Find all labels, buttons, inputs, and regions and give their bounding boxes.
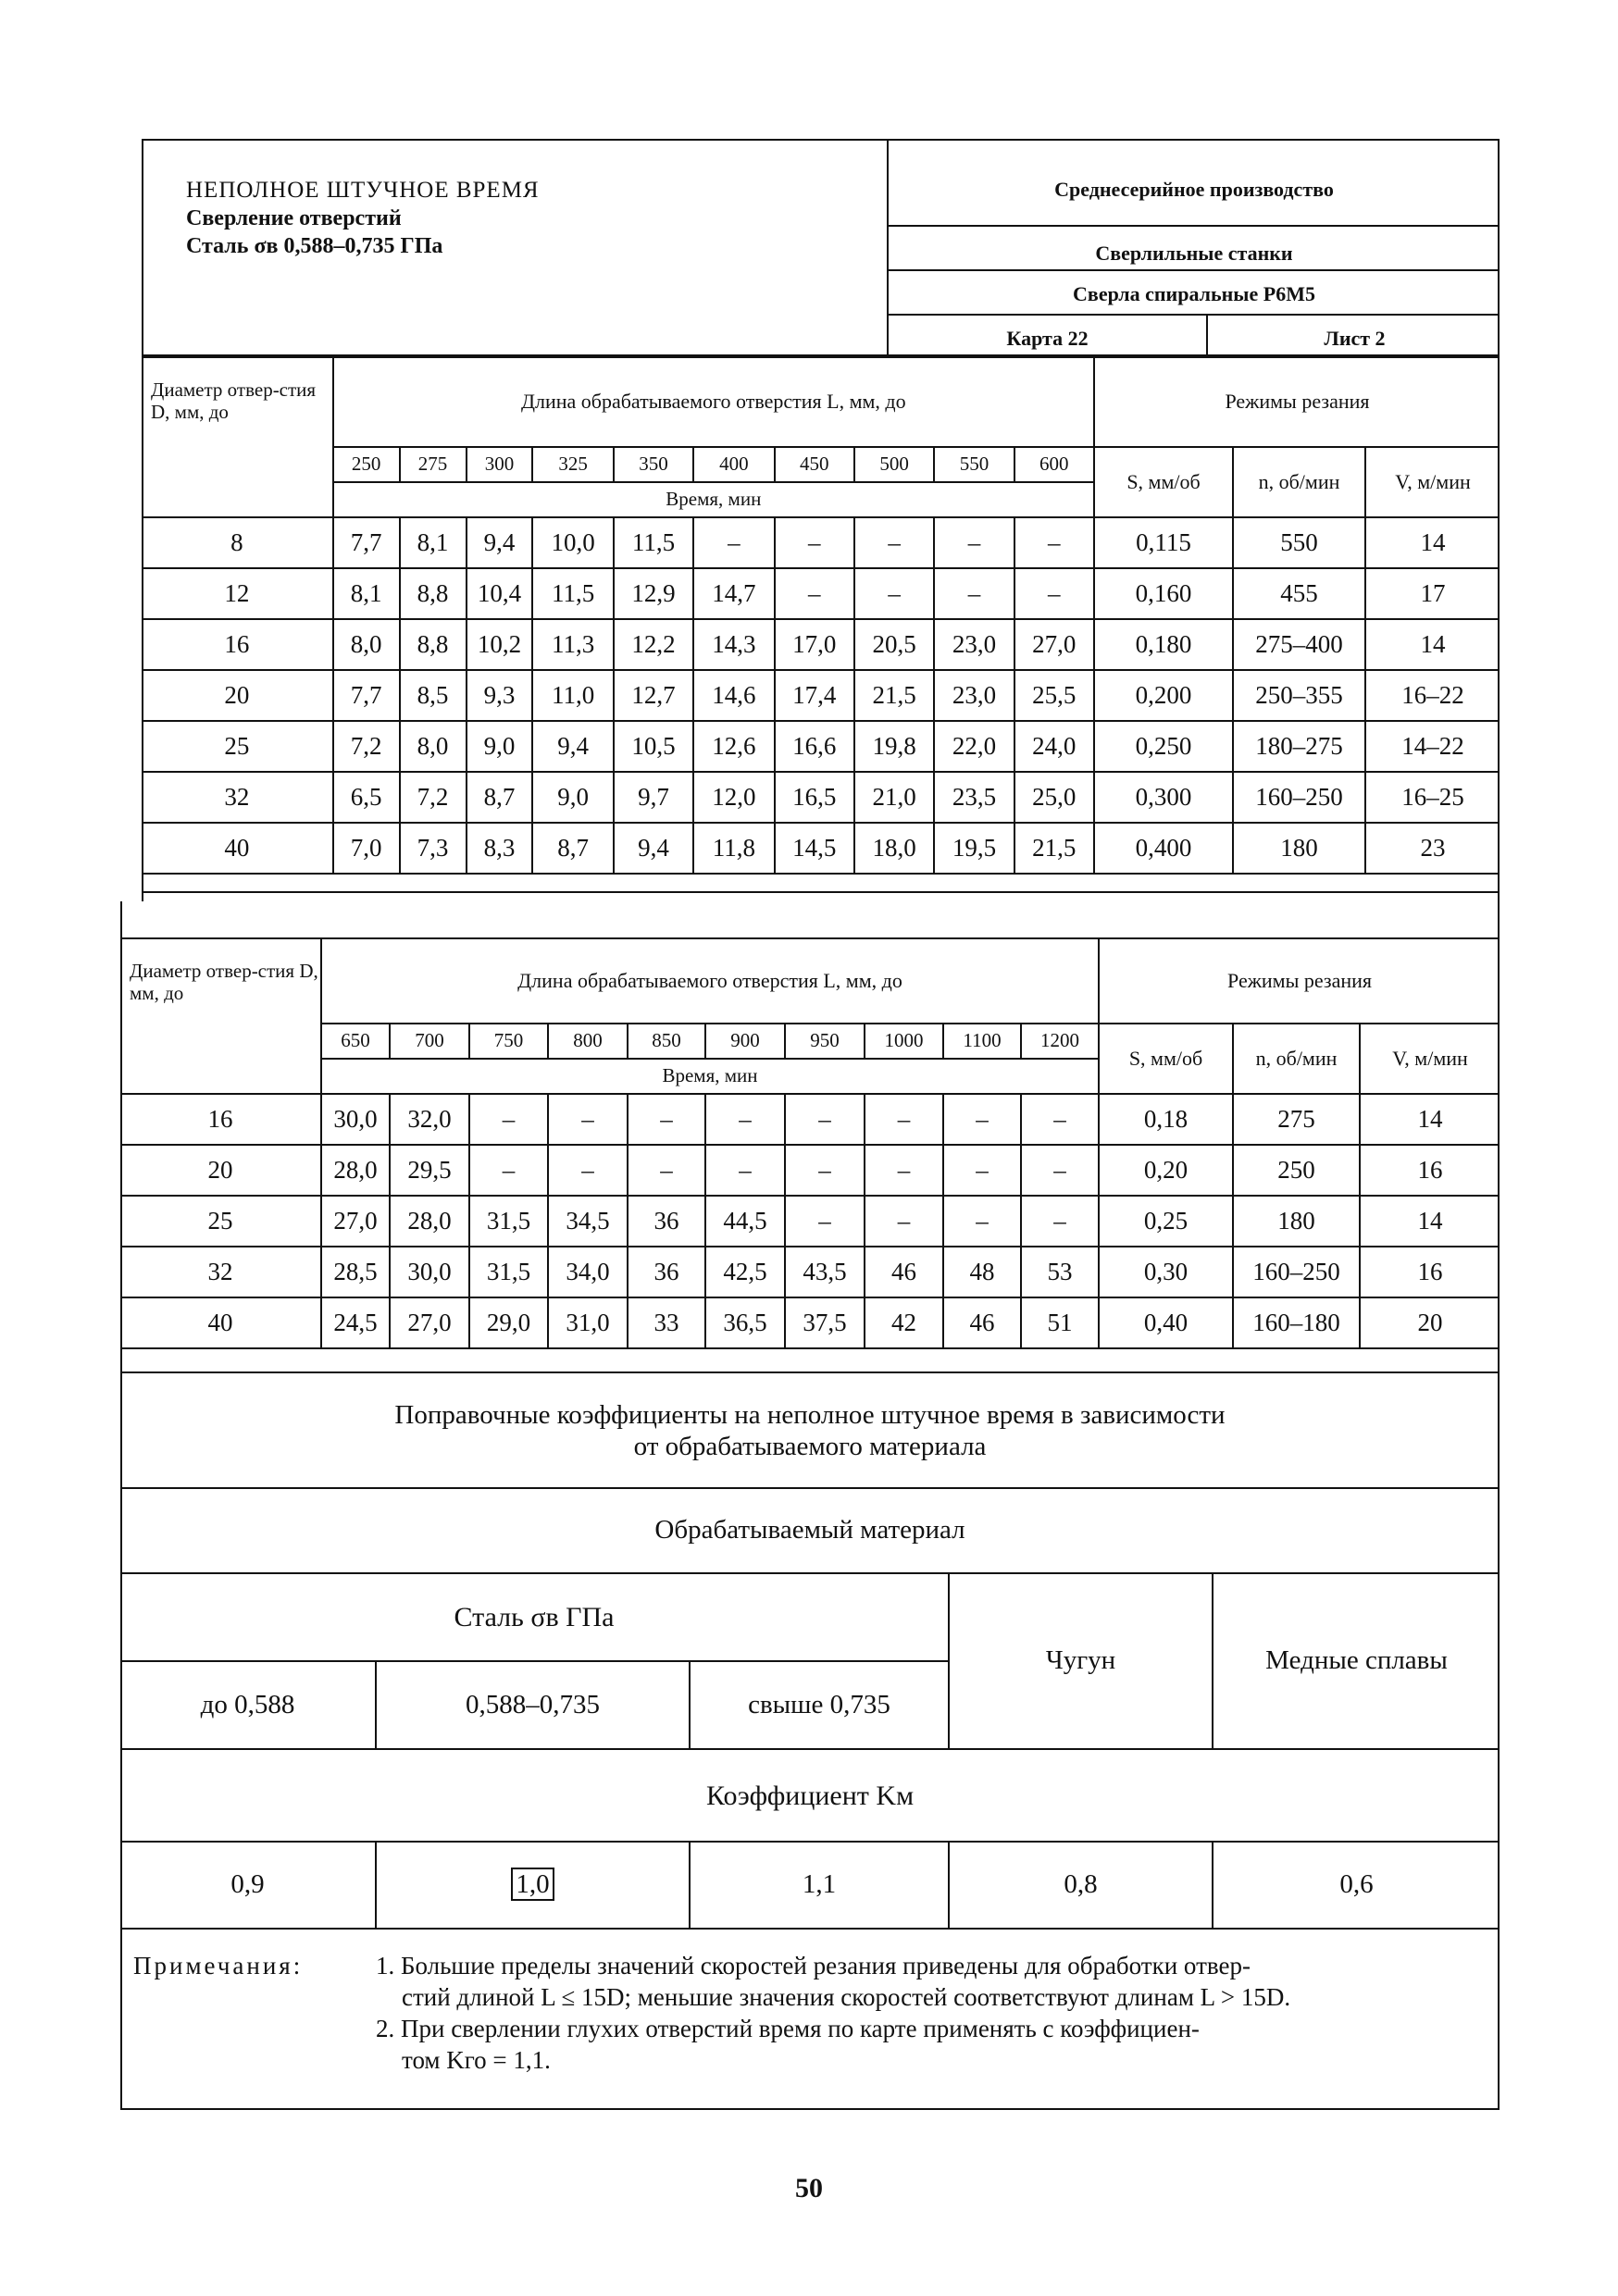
feed-cell: 0,300 <box>1094 772 1233 823</box>
diameter-cell: 25 <box>142 721 333 772</box>
diameter-cell: 20 <box>142 670 333 721</box>
time-cell: – <box>628 1094 705 1145</box>
time-cell: 7,7 <box>333 517 400 568</box>
velocity-cell: 14–22 <box>1365 721 1500 772</box>
time-cell: 9,4 <box>467 517 533 568</box>
notes-label: Примечания: <box>133 1952 304 1980</box>
time-cell: – <box>943 1145 1021 1196</box>
feed-cell: 0,400 <box>1094 823 1233 874</box>
velocity-cell: 20 <box>1360 1297 1500 1348</box>
velocity-cell: 16 <box>1360 1247 1500 1297</box>
time-cell: – <box>469 1145 548 1196</box>
table-row <box>142 772 1500 823</box>
mode-col-header: n, об/мин <box>1233 1024 1360 1094</box>
time-cell: 27,0 <box>1014 619 1094 670</box>
time-cell: 7,7 <box>333 670 400 721</box>
table-row <box>120 1145 1500 1196</box>
coef-title <box>120 1371 1500 1487</box>
time-cell: 24,0 <box>1014 721 1094 772</box>
time-cell: 42,5 <box>705 1247 785 1297</box>
steel-col-3: свыше 0,735 <box>690 1661 949 1749</box>
steel-col-2: 0,588–0,735 <box>376 1661 690 1749</box>
time-cell: 17,0 <box>775 619 854 670</box>
coef-title-line1: Поправочные коэффициенты на неполное штучное время в зависимости <box>394 1400 1226 1430</box>
mode-col-header: S, мм/об <box>1094 447 1233 517</box>
header-tools: Сверла спиральные Р6М5 <box>889 271 1500 316</box>
time-cell: 12,7 <box>614 670 693 721</box>
coef-value: 1,1 <box>690 1842 949 1929</box>
time-header: Время, мин <box>333 482 1094 517</box>
time-cell: 14,3 <box>693 619 774 670</box>
speed-rpm-cell: 160–250 <box>1233 772 1365 823</box>
time-cell: – <box>785 1094 865 1145</box>
time-cell: 7,2 <box>333 721 400 772</box>
length-col-header: 900 <box>705 1024 785 1059</box>
table-row <box>142 517 1500 568</box>
speed-rpm-cell: 250 <box>1233 1145 1360 1196</box>
table-row <box>142 619 1500 670</box>
time-cell: 11,3 <box>532 619 613 670</box>
length-col-header: 500 <box>854 447 934 482</box>
time-cell: – <box>943 1094 1021 1145</box>
length-col-header: 850 <box>628 1024 705 1059</box>
time-cell: 17,4 <box>775 670 854 721</box>
frame-bottom <box>120 2108 1500 2110</box>
time-cell: – <box>865 1094 943 1145</box>
length-col-header: 600 <box>1014 447 1094 482</box>
time-header: Время, мин <box>321 1059 1099 1094</box>
modes-header: Режимы резания <box>1099 938 1500 1024</box>
time-cell: 12,6 <box>693 721 774 772</box>
feed-cell: 0,180 <box>1094 619 1233 670</box>
feed-cell: 0,40 <box>1099 1297 1233 1348</box>
steel-header: Сталь σв ГПа <box>120 1573 949 1661</box>
time-cell: 8,1 <box>333 568 400 619</box>
length-col-header: 750 <box>469 1024 548 1059</box>
coef-value: 0,6 <box>1213 1842 1500 1929</box>
diameter-cell: 32 <box>120 1247 321 1297</box>
time-cell: – <box>1014 517 1094 568</box>
feed-cell: 0,20 <box>1099 1145 1233 1196</box>
time-cell: 23,0 <box>934 670 1014 721</box>
time-cell: 14,5 <box>775 823 854 874</box>
speed-rpm-cell: 180 <box>1233 823 1365 874</box>
time-cell: 22,0 <box>934 721 1014 772</box>
feed-cell: 0,115 <box>1094 517 1233 568</box>
time-cell: 9,4 <box>614 823 693 874</box>
length-col-header: 700 <box>390 1024 469 1059</box>
diameter-cell: 16 <box>120 1094 321 1145</box>
velocity-cell: 17 <box>1365 568 1500 619</box>
time-cell: – <box>705 1145 785 1196</box>
length-col-header: 1100 <box>943 1024 1021 1059</box>
time-cell: 28,5 <box>321 1247 390 1297</box>
time-cell: – <box>854 517 934 568</box>
mode-col-header: S, мм/об <box>1099 1024 1233 1094</box>
time-cell: 24,5 <box>321 1297 390 1348</box>
time-cell: 36 <box>628 1196 705 1247</box>
diameter-cell: 40 <box>142 823 333 874</box>
note-2-line-1: 2. При сверлении глухих отверстий время по карте применять с коэффициен- <box>376 2015 1200 2042</box>
time-cell: 21,0 <box>854 772 934 823</box>
coefficient-table <box>120 1487 1500 1930</box>
material-header: Обрабатываемый материал <box>120 1488 1500 1573</box>
diameter-cell: 12 <box>142 568 333 619</box>
length-header: Длина обрабатываемого отверстия L, мм, до <box>321 938 1099 1024</box>
time-cell: 31,5 <box>469 1196 548 1247</box>
time-cell: 12,9 <box>614 568 693 619</box>
velocity-cell: 16 <box>1360 1145 1500 1196</box>
time-cell: – <box>943 1196 1021 1247</box>
time-cell: 21,5 <box>1014 823 1094 874</box>
time-cell: 11,5 <box>532 568 613 619</box>
time-cell: 7,3 <box>400 823 467 874</box>
notes <box>133 1951 1485 2104</box>
velocity-cell: 14 <box>1360 1196 1500 1247</box>
time-cell: 23,0 <box>934 619 1014 670</box>
diameter-cell: 20 <box>120 1145 321 1196</box>
time-cell: – <box>693 517 774 568</box>
speed-rpm-cell: 180 <box>1233 1196 1360 1247</box>
time-cell: 8,1 <box>400 517 467 568</box>
time-cell: 23,5 <box>934 772 1014 823</box>
time-cell: 34,5 <box>548 1196 628 1247</box>
time-cell: 46 <box>943 1297 1021 1348</box>
time-table-2 <box>120 937 1500 1349</box>
time-cell: 11,8 <box>693 823 774 874</box>
note-1-line-1: 1. Большие пределы значений скоростей резания приведены для обработки отвер- <box>376 1952 1251 1980</box>
header-machines: Сверлильные станки <box>889 227 1500 271</box>
time-cell: 33 <box>628 1297 705 1348</box>
diameter-cell: 25 <box>120 1196 321 1247</box>
speed-rpm-cell: 180–275 <box>1233 721 1365 772</box>
time-cell: 9,0 <box>532 772 613 823</box>
diameter-cell: 40 <box>120 1297 321 1348</box>
header-title-box <box>142 139 889 356</box>
velocity-cell: 14 <box>1365 517 1500 568</box>
time-cell: 51 <box>1021 1297 1099 1348</box>
diameter-cell: 32 <box>142 772 333 823</box>
time-cell: 29,0 <box>469 1297 548 1348</box>
time-cell: – <box>934 568 1014 619</box>
table-gap <box>142 891 1500 937</box>
time-cell: – <box>934 517 1014 568</box>
time-cell: – <box>1014 568 1094 619</box>
table-row <box>120 1297 1500 1348</box>
time-table-1 <box>142 356 1500 875</box>
mode-col-header: V, м/мин <box>1360 1024 1500 1094</box>
time-cell: 29,5 <box>390 1145 469 1196</box>
header-production: Среднесерийное производство <box>889 139 1500 227</box>
time-cell: – <box>1021 1094 1099 1145</box>
time-cell: – <box>865 1196 943 1247</box>
time-cell: 48 <box>943 1247 1021 1297</box>
diameter-header: Диаметр отвер-стия D, мм, до <box>120 938 321 1094</box>
copper-header: Медные сплавы <box>1213 1573 1500 1749</box>
length-col-header: 550 <box>934 447 1014 482</box>
time-cell: 14,6 <box>693 670 774 721</box>
time-cell: – <box>469 1094 548 1145</box>
time-cell: 8,3 <box>467 823 533 874</box>
table-row <box>142 568 1500 619</box>
time-cell: 9,4 <box>532 721 613 772</box>
table-row <box>120 1094 1500 1145</box>
table-row <box>120 1247 1500 1297</box>
time-cell: 30,0 <box>390 1247 469 1297</box>
time-cell: – <box>865 1145 943 1196</box>
header-material: Сталь σв 0,588–0,735 ГПа <box>186 234 443 259</box>
coef-value: 0,8 <box>949 1842 1213 1929</box>
time-cell: 14,7 <box>693 568 774 619</box>
speed-rpm-cell: 160–250 <box>1233 1247 1360 1297</box>
time-cell: 36 <box>628 1247 705 1297</box>
length-col-header: 450 <box>775 447 854 482</box>
speed-rpm-cell: 455 <box>1233 568 1365 619</box>
length-col-header: 400 <box>693 447 774 482</box>
speed-rpm-cell: 275 <box>1233 1094 1360 1145</box>
coef-value-base: 1,0 <box>511 1868 554 1901</box>
coef-km-header: Коэффициент Kм <box>120 1749 1500 1842</box>
length-col-header: 250 <box>333 447 400 482</box>
time-cell: 31,0 <box>548 1297 628 1348</box>
table-row <box>142 670 1500 721</box>
time-cell: 10,4 <box>467 568 533 619</box>
coef-value: 0,9 <box>120 1842 376 1929</box>
time-cell: 16,6 <box>775 721 854 772</box>
time-cell: 8,5 <box>400 670 467 721</box>
time-cell: 9,0 <box>467 721 533 772</box>
header-sheet: Лист 2 <box>1324 327 1386 350</box>
time-cell: 11,5 <box>614 517 693 568</box>
time-cell: – <box>785 1145 865 1196</box>
time-cell: – <box>854 568 934 619</box>
time-cell: 10,2 <box>467 619 533 670</box>
time-cell: 32,0 <box>390 1094 469 1145</box>
time-cell: – <box>548 1094 628 1145</box>
time-cell: 8,0 <box>400 721 467 772</box>
time-cell: 7,2 <box>400 772 467 823</box>
speed-rpm-cell: 550 <box>1233 517 1365 568</box>
time-cell: 27,0 <box>390 1297 469 1348</box>
length-col-header: 650 <box>321 1024 390 1059</box>
speed-rpm-cell: 250–355 <box>1233 670 1365 721</box>
header-card: Карта 22 <box>889 316 1208 356</box>
length-col-header: 300 <box>467 447 533 482</box>
table-row <box>142 721 1500 772</box>
time-cell: – <box>775 568 854 619</box>
time-cell: 31,5 <box>469 1247 548 1297</box>
diameter-cell: 8 <box>142 517 333 568</box>
time-cell: 36,5 <box>705 1297 785 1348</box>
time-cell: 8,7 <box>467 772 533 823</box>
feed-cell: 0,160 <box>1094 568 1233 619</box>
modes-header: Режимы резания <box>1094 357 1500 447</box>
time-cell: 7,0 <box>333 823 400 874</box>
steel-col-1: до 0,588 <box>120 1661 376 1749</box>
velocity-cell: 14 <box>1365 619 1500 670</box>
time-cell: 8,0 <box>333 619 400 670</box>
time-cell: 18,0 <box>854 823 934 874</box>
time-cell: 19,5 <box>934 823 1014 874</box>
page-number: 50 <box>795 2173 823 2203</box>
speed-rpm-cell: 160–180 <box>1233 1297 1360 1348</box>
diameter-header: Диаметр отвер-стия D, мм, до <box>142 357 333 517</box>
time-cell: 21,5 <box>854 670 934 721</box>
time-cell: 46 <box>865 1247 943 1297</box>
velocity-cell: 23 <box>1365 823 1500 874</box>
time-cell: 44,5 <box>705 1196 785 1247</box>
header-subtitle: Сверление отверстий <box>186 206 402 231</box>
time-cell: 30,0 <box>321 1094 390 1145</box>
feed-cell: 0,30 <box>1099 1247 1233 1297</box>
time-cell: 12,2 <box>614 619 693 670</box>
mode-col-header: V, м/мин <box>1365 447 1500 517</box>
length-col-header: 325 <box>532 447 613 482</box>
feed-cell: 0,200 <box>1094 670 1233 721</box>
time-cell: 25,5 <box>1014 670 1094 721</box>
length-col-header: 350 <box>614 447 693 482</box>
time-cell: – <box>1021 1145 1099 1196</box>
time-cell: 20,5 <box>854 619 934 670</box>
speed-rpm-cell: 275–400 <box>1233 619 1365 670</box>
time-cell: – <box>785 1196 865 1247</box>
time-cell: 10,5 <box>614 721 693 772</box>
time-cell: 9,3 <box>467 670 533 721</box>
table-row <box>142 823 1500 874</box>
diameter-cell: 16 <box>142 619 333 670</box>
time-cell: 25,0 <box>1014 772 1094 823</box>
time-cell: 8,7 <box>532 823 613 874</box>
header-title: НЕПОЛНОЕ ШТУЧНОЕ ВРЕМЯ <box>186 178 540 203</box>
time-cell: – <box>705 1094 785 1145</box>
feed-cell: 0,250 <box>1094 721 1233 772</box>
time-cell: 53 <box>1021 1247 1099 1297</box>
time-cell: 28,0 <box>390 1196 469 1247</box>
velocity-cell: 14 <box>1360 1094 1500 1145</box>
table-row <box>120 1196 1500 1247</box>
velocity-cell: 16–25 <box>1365 772 1500 823</box>
time-cell: 10,0 <box>532 517 613 568</box>
note-1-line-2: стий длиной L ≤ 15D; меньшие значения скоростей соответствуют длинам L > 15D. <box>402 1983 1291 2011</box>
time-cell: – <box>1021 1196 1099 1247</box>
note-2-line-2: том Kго = 1,1. <box>402 2046 551 2074</box>
length-col-header: 275 <box>400 447 467 482</box>
coef-title-line2: от обрабатываемого материала <box>633 1432 987 1461</box>
time-cell: 16,5 <box>775 772 854 823</box>
feed-cell: 0,18 <box>1099 1094 1233 1145</box>
time-cell: 43,5 <box>785 1247 865 1297</box>
length-col-header: 950 <box>785 1024 865 1059</box>
time-cell: 19,8 <box>854 721 934 772</box>
time-cell: – <box>548 1145 628 1196</box>
time-cell: 9,7 <box>614 772 693 823</box>
mode-col-header: n, об/мин <box>1233 447 1365 517</box>
time-cell: 42 <box>865 1297 943 1348</box>
length-col-header: 1000 <box>865 1024 943 1059</box>
time-cell: 27,0 <box>321 1196 390 1247</box>
time-cell: 37,5 <box>785 1297 865 1348</box>
time-cell: 6,5 <box>333 772 400 823</box>
time-cell: 8,8 <box>400 619 467 670</box>
time-cell: – <box>628 1145 705 1196</box>
time-cell: – <box>775 517 854 568</box>
length-header: Длина обрабатываемого отверстия L, мм, до <box>333 357 1094 447</box>
time-cell: 28,0 <box>321 1145 390 1196</box>
velocity-cell: 16–22 <box>1365 670 1500 721</box>
time-cell: 34,0 <box>548 1247 628 1297</box>
time-cell: 11,0 <box>532 670 613 721</box>
feed-cell: 0,25 <box>1099 1196 1233 1247</box>
length-col-header: 1200 <box>1021 1024 1099 1059</box>
time-cell: 12,0 <box>693 772 774 823</box>
cast-iron-header: Чугун <box>949 1573 1213 1749</box>
time-cell: 8,8 <box>400 568 467 619</box>
length-col-header: 800 <box>548 1024 628 1059</box>
